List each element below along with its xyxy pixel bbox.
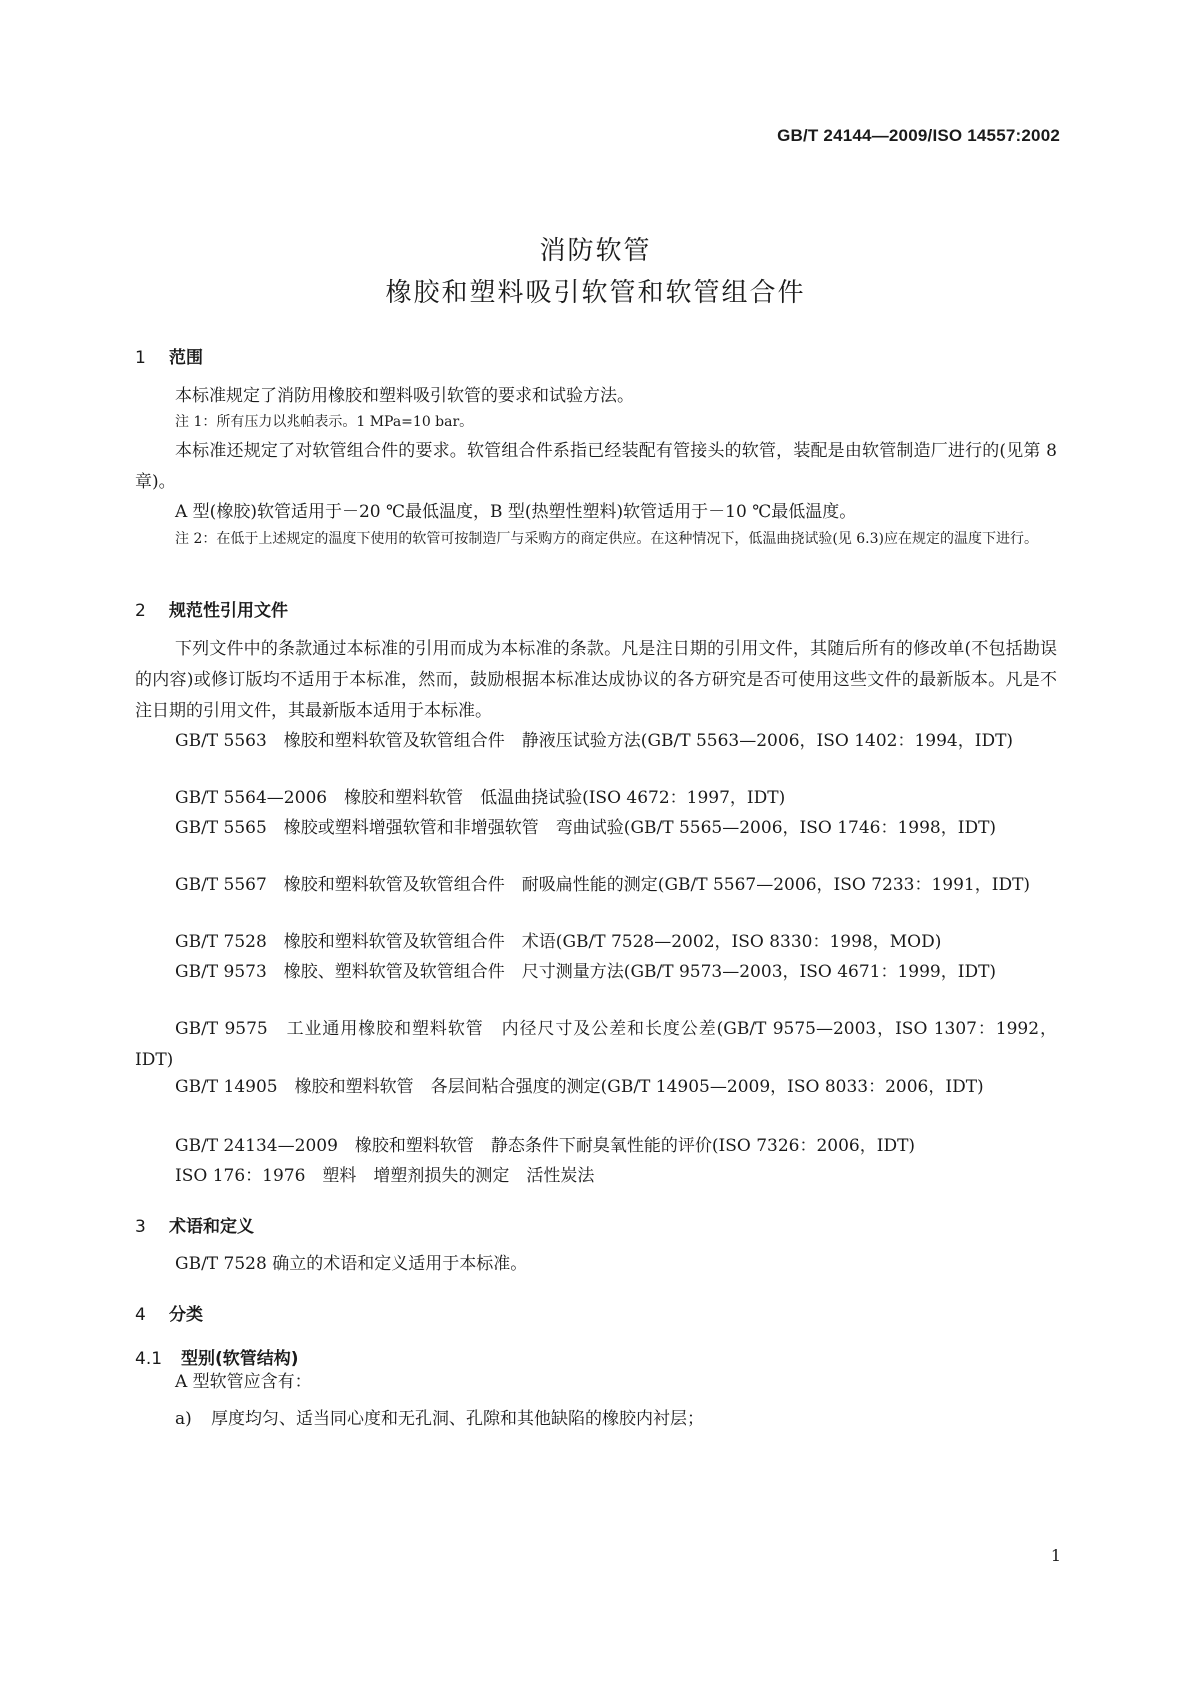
paragraph: GB/T 7528 确立的术语和定义适用于本标准。 xyxy=(175,1254,528,1274)
list-item xyxy=(175,1404,704,1429)
section-number: 1 xyxy=(135,348,146,368)
section-3-heading xyxy=(135,1212,254,1237)
note: 注 1：所有压力以兆帕表示。1 MPa=10 bar。 xyxy=(175,414,474,430)
paragraph: 下列文件中的条款通过本标准的引用而成为本标准的条款。凡是注日期的引用文件，其随后所有的修改单(不包括勘误的内容)或修订版均不适用于本标准，然而，鼓励根据本标准达成协议的各方研究是否可使用这些文件的最新版本。凡是不注日期的引用文件，其最新版本适用于本标准。 xyxy=(135,639,1057,721)
paragraph: 本标准还规定了对软管组合件的要求。软管组合件系指已经装配有管接头的软管，装配是由软管制造厂进行的(见第 8 章)。 xyxy=(135,441,1057,492)
section-4-heading xyxy=(135,1300,203,1325)
standard-code: GB/T 24144—2009/ISO 14557:2002 xyxy=(777,126,1060,145)
section-title: 分类 xyxy=(169,1305,203,1325)
subsection-title: 型别(软管结构) xyxy=(181,1349,299,1369)
section-number: 2 xyxy=(135,601,146,621)
note: 注 2：在低于上述规定的温度下使用的软管可按制造厂与采购方的商定供应。在这种情况下，低温曲挠试验(见 6.3)应在规定的温度下进行。 xyxy=(175,531,1038,547)
reference-item: GB/T 5563 橡胶和塑料软管及软管组合件 静液压试验方法(GB/T 5563—2006，ISO 1402：1994，IDT) xyxy=(175,731,1014,751)
page-number: 1 xyxy=(1050,1546,1061,1565)
reference-item: GB/T 24134—2009 橡胶和塑料软管 静态条件下耐臭氧性能的评价(ISO 7326：2006，IDT) xyxy=(175,1136,916,1156)
list-item-text: 厚度均匀、适当同心度和无孔洞、孔隙和其他缺陷的橡胶内衬层； xyxy=(211,1409,704,1429)
list-marker: a) xyxy=(175,1409,192,1429)
reference-item: GB/T 9573 橡胶、塑料软管及软管组合件 尺寸测量方法(GB/T 9573—2003，ISO 4671：1999，IDT) xyxy=(175,962,997,982)
paragraph: 本标准规定了消防用橡胶和塑料吸引软管的要求和试验方法。 xyxy=(175,386,634,406)
reference-item: GB/T 5564—2006 橡胶和塑料软管 低温曲挠试验(ISO 4672：1997，IDT) xyxy=(175,788,786,808)
document-subtitle: 橡胶和塑料吸引软管和软管组合件 xyxy=(385,278,806,308)
subsection-number: 4.1 xyxy=(135,1349,163,1369)
section-title: 规范性引用文件 xyxy=(169,601,288,621)
reference-item: GB/T 7528 橡胶和塑料软管及软管组合件 术语(GB/T 7528—2002，ISO 8330：1998，MOD) xyxy=(175,932,942,952)
paragraph: A 型(橡胶)软管适用于－20 ℃最低温度，B 型(热塑性塑料)软管适用于－10 ℃最低温度。 xyxy=(175,502,857,522)
section-number: 4 xyxy=(135,1305,146,1325)
reference-item: GB/T 5567 橡胶和塑料软管及软管组合件 耐吸扁性能的测定(GB/T 5567—2006，ISO 7233：1991，IDT) xyxy=(175,875,1031,895)
section-2-heading xyxy=(135,596,288,621)
section-title: 术语和定义 xyxy=(169,1217,254,1237)
reference-item: GB/T 5565 橡胶或塑料增强软管和非增强软管 弯曲试验(GB/T 5565—2006，ISO 1746：1998，IDT) xyxy=(175,818,997,838)
document-title: 消防软管 xyxy=(539,236,652,266)
subsection-4-1-heading xyxy=(135,1344,299,1369)
reference-item: GB/T 9575 工业通用橡胶和塑料软管 内径尺寸及公差和长度公差(GB/T 9575—2003，ISO 1307：1992，IDT) xyxy=(135,1019,1057,1070)
section-title: 范围 xyxy=(169,348,203,368)
section-1-heading xyxy=(135,343,203,368)
section-number: 3 xyxy=(135,1217,146,1237)
reference-item: ISO 176：1976 塑料 增塑剂损失的测定 活性炭法 xyxy=(175,1166,595,1186)
reference-item: GB/T 14905 橡胶和塑料软管 各层间粘合强度的测定(GB/T 14905—2009，ISO 8033：2006，IDT) xyxy=(175,1077,984,1097)
paragraph: A 型软管应含有： xyxy=(175,1372,312,1392)
